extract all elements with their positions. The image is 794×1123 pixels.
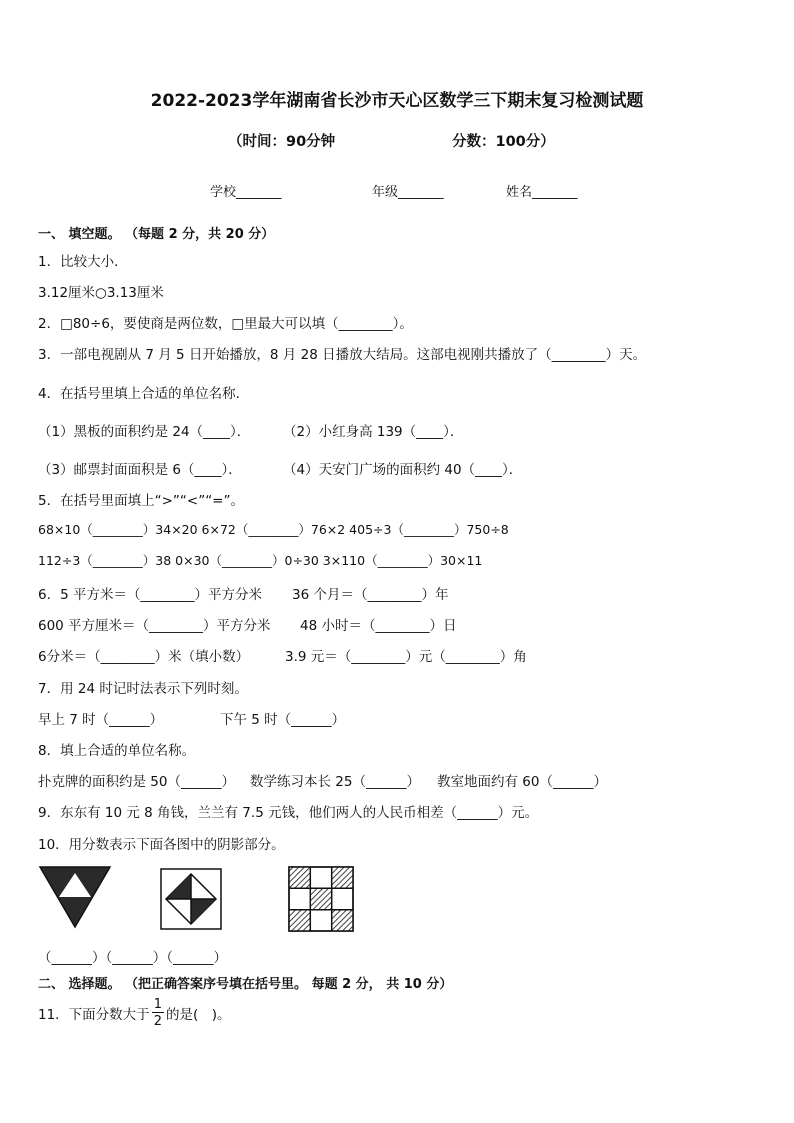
- question-3: 3．一部电视剧从 7 月 5 日开始播放，8 月 28 日播放大结局。这部电视刚共播放了（________）天。: [38, 347, 647, 363]
- fraction-denominator: 2: [153, 1014, 162, 1029]
- question-6-row-1b: 36 个月＝（________）年: [292, 587, 449, 603]
- question-5-row-1: 68×10（________）34×20 6×72（________）76×2 405÷3（________）750÷8: [38, 522, 509, 537]
- grid-hatched-figure: [288, 866, 354, 932]
- question-8-b: 数学练习本长 25（______）: [250, 774, 420, 790]
- question-7-b: 下午 5 时（______）: [220, 712, 346, 728]
- question-4-item-3: （3）邮票封面面积是 6（____）．: [38, 462, 242, 478]
- question-10: 10．用分数表示下面各图中的阴影部分。: [38, 837, 285, 853]
- question-4-item-4: （4）天安门广场的面积约 40（____）．: [283, 462, 523, 478]
- question-6-row-1a: 6．5 平方米＝（________）平方分米: [38, 587, 262, 603]
- question-11: [38, 998, 231, 1028]
- half-fraction: [152, 998, 164, 1028]
- question-1: 1．比较大小．: [38, 254, 128, 270]
- question-6-row-2b: 48 小时＝（________）日: [300, 618, 457, 634]
- question-4-item-1: （1）黑板的面积约是 24（____）．: [38, 424, 251, 440]
- question-6-row-3b: 3.9 元＝（________）元（________）角: [285, 649, 527, 665]
- question-4: 4．在括号里填上合适的单位名称．: [38, 386, 250, 402]
- school-field: 学校_______: [210, 185, 282, 200]
- question-5: 5．在括号里面填上“>”“<”“=”。: [38, 493, 244, 509]
- question-8-c: 教室地面约有 60（______）: [437, 774, 607, 790]
- question-9: 9．东东有 10 元 8 角钱，兰兰有 7.5 元钱，他们两人的人民币相差（______）元。: [38, 805, 539, 821]
- fraction-numerator: 1: [153, 997, 162, 1012]
- question-11-prefix: 11．下面分数大于: [38, 1007, 150, 1023]
- question-1-compare: 3.12厘米○3.13厘米: [38, 285, 164, 301]
- question-7-a: 早上 7 时（______）: [38, 712, 164, 728]
- square-diagonal-figure: [160, 868, 222, 930]
- grade-field: 年级_______: [372, 185, 444, 200]
- question-11-suffix: 的是( )。: [165, 1007, 231, 1023]
- name-field: 姓名_______: [506, 185, 578, 200]
- question-6-row-3a: 6分米＝（________）米（填小数）: [38, 649, 250, 665]
- score-label: 分数：100分）: [452, 134, 555, 150]
- section-1-heading: 一、 填空题。 （每题 2 分，共 20 分）: [38, 227, 275, 242]
- question-7: 7．用 24 时记时法表示下列时刻。: [38, 681, 248, 697]
- time-label: （时间：90分钟: [228, 134, 336, 150]
- exam-title: 2022-2023学年湖南省长沙市天心区数学三下期末复习检测试题: [150, 91, 644, 111]
- section-2-heading: 二、 选择题。 （把正确答案序号填在括号里。 每题 2 分， 共 10 分）: [38, 977, 453, 992]
- triangle-figure: [38, 865, 112, 929]
- question-8-a: 扑克牌的面积约是 50（______）: [38, 774, 235, 790]
- question-10-answers: （______）（______）（______）: [38, 950, 227, 966]
- question-8: 8．填上合适的单位名称。: [38, 743, 196, 759]
- question-5-row-2: 112÷3（________）38 0×30（________）0÷30 3×110（________）30×11: [38, 553, 483, 568]
- question-6-row-2a: 600 平方厘米＝（________）平方分米: [38, 618, 271, 634]
- question-2: 2．□80÷6，要使商是两位数，□里最大可以填（________）。: [38, 316, 413, 332]
- question-4-item-2: （2）小红身高 139（____）．: [283, 424, 464, 440]
